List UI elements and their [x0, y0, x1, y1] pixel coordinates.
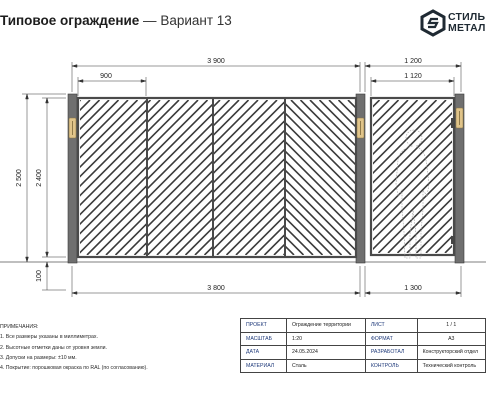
- hatch-bar: [474, 100, 486, 253]
- tb-value: Технический контроль: [417, 359, 485, 373]
- dim-text-overall-width: 3 900: [207, 58, 225, 65]
- dim-text-picket-spacing: 900: [100, 73, 112, 80]
- hatch-bar: [255, 100, 408, 253]
- hatch-bar: [198, 100, 351, 253]
- title-block-row: [241, 332, 486, 346]
- dim-text-wicket-clear: 1 300: [404, 285, 422, 292]
- hatch-bar: [236, 100, 389, 253]
- hatch-bar: [0, 100, 62, 255]
- note-item: 2. Высотные отметки даны от уровня земли.: [0, 344, 107, 351]
- dim-text-wicket-panel: 1 120: [404, 73, 422, 80]
- dim-gate-clear-width: [72, 266, 360, 297]
- notes-heading: ПРИМЕЧАНИЯ:: [0, 324, 39, 330]
- hinge-icon: [357, 118, 364, 138]
- dim-wicket-clear: [365, 266, 461, 297]
- dim-picket-spacing: [78, 77, 146, 96]
- tb-label: ДАТА: [241, 346, 287, 360]
- tb-value: 24.05.2024: [286, 346, 365, 360]
- title-block-row: [241, 319, 486, 333]
- title-block-row: [241, 359, 486, 373]
- dim-text-gate-clear-width: 3 800: [207, 285, 225, 292]
- logo-text-line1: СТИЛЬ: [448, 11, 486, 23]
- tb-value: Конструкторский отдел: [417, 346, 485, 360]
- hatch-bar: [0, 100, 100, 255]
- notes-block: [0, 322, 230, 373]
- dim-text-overall-height: 2 500: [16, 169, 23, 187]
- hatch-bar: [0, 100, 52, 255]
- tb-label: ЛИСТ: [365, 319, 417, 333]
- hatch-bar: [217, 100, 370, 253]
- title-variant: Вариант 13: [160, 13, 232, 28]
- title-block: [240, 318, 486, 373]
- tb-value: A3: [417, 332, 485, 346]
- dim-overall-height: [22, 94, 66, 262]
- tb-value: 1 / 1: [417, 319, 485, 333]
- dim-text-panel-height: 2 400: [36, 169, 43, 187]
- note-item: 3. Допуски на размеры: ±10 мм.: [0, 354, 77, 361]
- tb-value: Сталь: [286, 359, 365, 373]
- hinge-icon: [69, 118, 76, 138]
- title-main: Типовое ограждение: [0, 13, 140, 28]
- logo-text-line2: МЕТАЛ: [448, 22, 486, 34]
- hatch-bar: [11, 100, 166, 255]
- latch-icon: [451, 118, 455, 128]
- hinge-icon: [456, 108, 463, 128]
- note-item: 1. Все размеры указаны в миллиметрах.: [0, 334, 98, 341]
- tb-label: МАСШТАБ: [241, 332, 287, 346]
- tb-label: МАТЕРИАЛ: [241, 359, 287, 373]
- tb-value: Ограждение территории: [286, 319, 365, 333]
- tb-value: 1:20: [286, 332, 365, 346]
- dim-text-ground-clearance: 100: [36, 270, 43, 282]
- hatch-bar: [246, 100, 399, 253]
- tb-label: ФОРМАТ: [365, 332, 417, 346]
- title-dash: —: [139, 13, 161, 28]
- hatch-bar: [464, 100, 486, 253]
- dim-overall-width: [72, 62, 360, 92]
- title-block-row: [241, 346, 486, 360]
- tb-label: РАЗРАБОТАЛ: [365, 346, 417, 360]
- dim-text-wicket-overall: 1 200: [404, 58, 422, 65]
- wicket-frame: [371, 98, 454, 255]
- latch-icon: [451, 236, 455, 244]
- note-item: 4. Покрытие: порошковая окраска по RAL (по согласованию).: [0, 365, 148, 372]
- tb-label: ПРОЕКТ: [241, 319, 287, 333]
- hatch-bar: [0, 100, 14, 255]
- drawing-title: [0, 13, 232, 28]
- dim-ground-clearance: [42, 262, 66, 290]
- dim-panel-height: [42, 98, 66, 257]
- tb-label: КОНТРОЛЬ: [365, 359, 417, 373]
